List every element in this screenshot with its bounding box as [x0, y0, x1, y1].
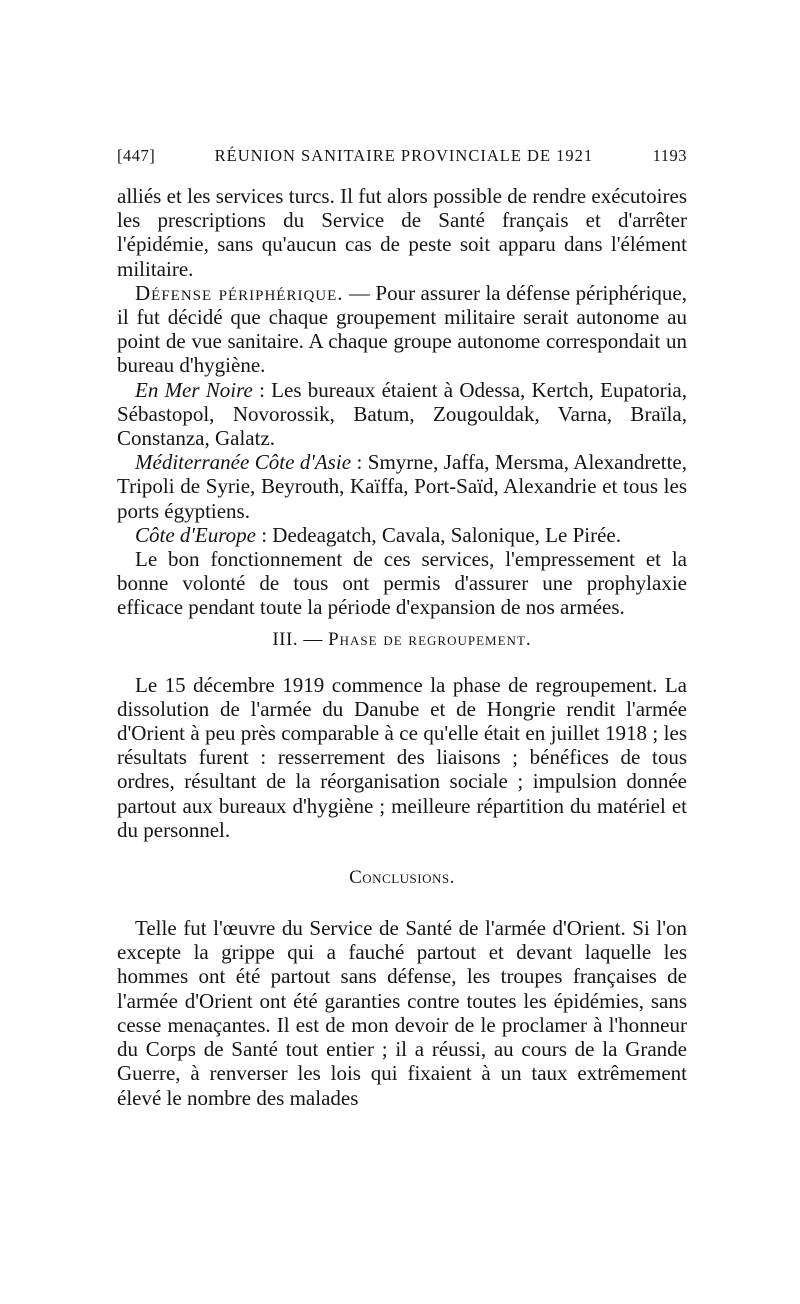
paragraph-regroupement: Le 15 décembre 1919 commence la phase de regroupement. La dissolution de l'armée du Danube et de Hongrie rendit l'armée d'Orient à peu près comparable à ce qu'elle était en juillet 1918 ; les résultats furent : resserrement des liaisons ; bénéfices de tous ordres, résultant de la réorganisation sociale ; impulsion donnée partout aux bureaux d'hygiène ; meilleure répartition du matériel et du personnel.: [117, 672, 687, 842]
paragraph-conclusions: Telle fut l'œuvre du Service de Santé de l'armée d'Orient. Si l'on excepte la grippe qui a fauché partout et devant laquelle les hommes ont été partout sans défense, les troupes françaises de l'armée d'Orient ont été garanties contre toutes les épidémies, sans cesse menaçantes. Il est de mon devoir de le proclamer à l'honneur du Corps de Santé tout entier ; il a réussi, au cours de la Grande Guerre, à renverser les lois qui fixaient à un taux extrêmement élevé le nombre des malades: [117, 916, 687, 1110]
paragraph-text: : Smyrne, Jaffa, Mersma, Alexandrette, Tripoli de Syrie, Beyrouth, Kaïffa, Port-Saïd, Alexandrie et tous les ports égyptiens.: [117, 450, 687, 523]
paragraph-bon-fonctionnement: Le bon fonctionnement de ces services, l'empressement et la bonne volonté de tous ont permis d'assurer une prophylaxie efficace pendant toute la période d'expansion de nos armées.: [117, 547, 687, 620]
run-in-heading: Défense périphérique.: [135, 280, 344, 305]
running-header: [117, 146, 687, 170]
paragraph-cote-asie: [117, 450, 687, 523]
region-label: En Mer Noire: [135, 377, 253, 402]
header-page-ref: [447]: [117, 146, 156, 165]
paragraph-text: — Pour assurer la défense périphérique, il fut décidé que chaque groupement militaire serait autonome au point de vue sanitaire. A chaque groupe autonome correspondait un bureau d'hygiène.: [117, 280, 688, 378]
paragraph-text: : Dedeagatch, Cavala, Salonique, Le Pirée.: [255, 522, 621, 547]
section-heading-conclusions: Conclusions.: [349, 867, 455, 889]
section-dash: —: [298, 628, 329, 650]
paragraph-mer-noire: [117, 378, 687, 451]
header-title: RÉUNION SANITAIRE PROVINCIALE DE 1921: [214, 146, 594, 165]
region-label: Côte d'Europe: [135, 522, 256, 547]
paragraph-continuation: alliés et les services turcs. Il fut alors possible de rendre exécutoires les prescriptions du Service de Santé français et d'arrêter l'épidémie, sans qu'aucun cas de peste soit apparu dans l'élément militaire.: [117, 184, 687, 281]
book-page: [117, 146, 687, 1110]
paragraph-text: : Les bureaux étaient à Odessa, Kertch, Eupatoria, Sébastopol, Novorossik, Batum, Zougouldak, Varna, Braïla, Constanza, Galatz.: [117, 377, 688, 451]
paragraph-defense-peripherique: [117, 281, 687, 378]
paragraph-cote-europe: [117, 523, 687, 547]
section-heading-regroupement: [117, 628, 687, 652]
section-numeral: III.: [272, 628, 299, 650]
region-label: Méditerranée Côte d'Asie: [135, 450, 352, 475]
section-title: Phase de regroupement.: [328, 628, 532, 650]
header-page-number: 1193: [652, 146, 687, 165]
